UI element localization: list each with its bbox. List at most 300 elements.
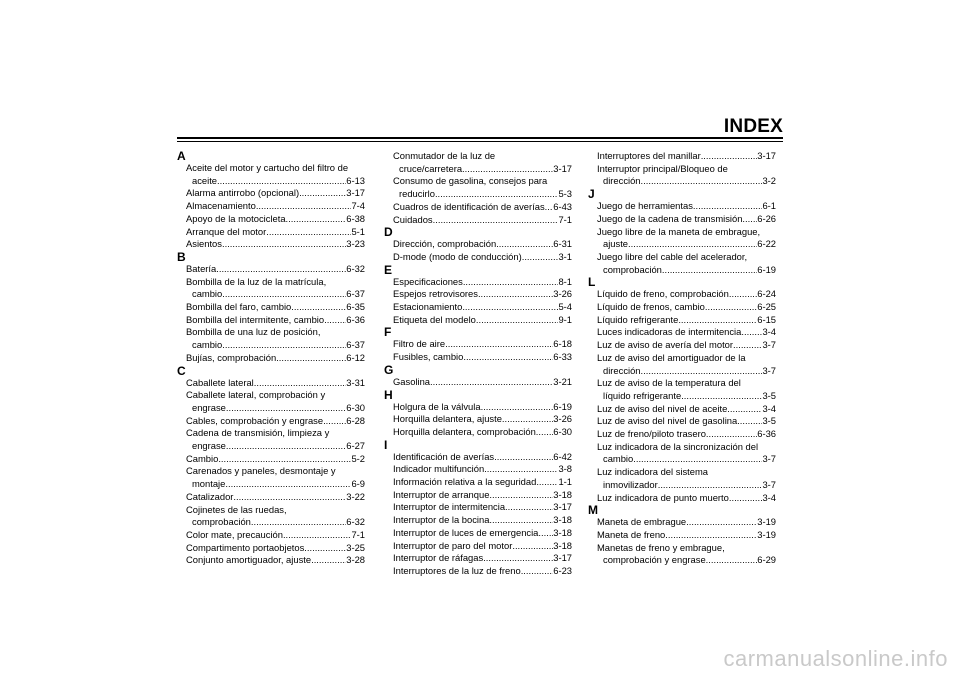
index-entry-line <box>384 175 572 188</box>
index-entry-text: Asientos <box>186 238 222 250</box>
index-entry-page: 6-36 <box>346 313 365 325</box>
index-entry-text: Luz de aviso del nivel de aceite <box>597 402 728 414</box>
index-entry-page: 6-37 <box>346 288 365 300</box>
index-entry <box>588 326 776 339</box>
leader-dots <box>505 501 553 514</box>
index-entry-text: Luz de aviso del amortiguador de la <box>597 351 746 363</box>
index-entry-text: Juego de la cadena de transmisión <box>597 212 743 224</box>
index-entry-line <box>588 377 776 390</box>
index-entry-text: Compartimento portaobjetos <box>186 541 305 553</box>
index-entry-page: 6-19 <box>553 400 572 412</box>
index-entry-text: Cables, comprobación y engrase <box>186 414 324 426</box>
index-entry <box>384 565 572 578</box>
index-entry <box>384 188 572 201</box>
index-entry-text: aceite <box>192 174 218 186</box>
index-entry <box>588 314 776 327</box>
index-entry <box>384 413 572 426</box>
index-entry <box>588 150 776 163</box>
index-entry-text: comprobación y engrase <box>603 554 706 566</box>
index-entry <box>588 492 776 505</box>
index-letter-heading: M <box>588 503 598 518</box>
index-entry-page: 3-28 <box>346 554 365 566</box>
index-entry-text: dirección <box>603 175 641 187</box>
index-entry-text: Fusibles, cambio <box>393 351 464 363</box>
index-entry-text: montaje <box>192 478 226 490</box>
index-entry-line <box>588 226 776 239</box>
leader-dots <box>222 339 346 352</box>
index-entry-text: Líquido refrigerante <box>597 313 679 325</box>
index-entry-page: 3-18 <box>553 514 572 526</box>
index-entry <box>177 175 365 188</box>
index-entry-line <box>588 542 776 555</box>
index-entry <box>384 540 572 553</box>
index-entry-page: 3-26 <box>553 288 572 300</box>
index-letter-heading: H <box>384 387 393 402</box>
index-entry-page: 3-18 <box>553 488 572 500</box>
leader-dots <box>216 263 346 276</box>
index-entry-page: 3-7 <box>762 339 776 351</box>
index-entry <box>588 554 776 567</box>
index-entry <box>177 288 365 301</box>
index-entry-text: Cojinetes de las ruedas, <box>186 503 287 515</box>
index-entry-page: 6-32 <box>346 516 365 528</box>
index-entry-page: 7-4 <box>351 200 365 212</box>
index-entry-page: 3-25 <box>346 541 365 553</box>
index-entry-text: Estacionamiento <box>393 301 463 313</box>
index-entry-text: Interruptores de la luz de freno <box>393 564 521 576</box>
index-entry <box>177 187 365 200</box>
leader-dots <box>304 542 346 555</box>
index-entry-page: 3-7 <box>762 478 776 490</box>
index-entry-line <box>177 162 365 175</box>
index-entry-text: Bombilla de la luz de la matrícula, <box>186 275 327 287</box>
title-rule-thin <box>177 141 783 142</box>
leader-dots <box>445 338 553 351</box>
leader-dots <box>489 514 553 527</box>
index-column-2 <box>384 150 572 578</box>
index-entry-page: 6-29 <box>757 554 776 566</box>
index-entry-text: Interruptor de luces de emergencia <box>393 526 539 538</box>
index-entry-text: Juego libre del cable del acelerador, <box>597 250 748 262</box>
index-entry-text: Cuadros de identificación de averías <box>393 200 545 212</box>
index-entry-line <box>588 441 776 454</box>
index-entry-text: Cambio <box>186 452 219 464</box>
index-entry-text: Información relativa a la seguridad <box>393 476 537 488</box>
index-entry <box>588 415 776 428</box>
index-entry-text: Holgura de la válvula <box>393 400 481 412</box>
index-entry-text: Interruptor de intermitencia <box>393 501 506 513</box>
index-entry-page: 7-1 <box>558 213 572 225</box>
index-entry <box>588 288 776 301</box>
index-entry <box>588 365 776 378</box>
leader-dots <box>283 529 352 542</box>
leader-dots <box>476 314 559 327</box>
leader-dots <box>286 213 347 226</box>
index-entry-line <box>177 276 365 289</box>
index-entry-text: Líquido de frenos, cambio <box>597 301 705 313</box>
leader-dots <box>641 175 763 188</box>
index-entry <box>177 339 365 352</box>
index-entry-text: cruce/carretera <box>399 162 463 174</box>
index-entry <box>384 288 572 301</box>
index-entry <box>588 479 776 492</box>
index-entry-text: Luz indicadora de la sincronización del <box>597 440 759 452</box>
index-entry-text: Conjunto amortiguador, ajuste <box>186 554 312 566</box>
index-entry-text: Color mate, precaución <box>186 528 283 540</box>
index-entry-page: 5-2 <box>351 452 365 464</box>
index-entry-page: 3-7 <box>762 364 776 376</box>
index-entry-page: 5-1 <box>351 225 365 237</box>
index-entry-text: Carenados y paneles, desmontaje y <box>186 465 336 477</box>
index-entry-page: 3-1 <box>558 250 572 262</box>
index-entry-text: cambio <box>603 453 634 465</box>
index-entry-text: engrase <box>192 440 226 452</box>
index-entry-page: 6-24 <box>757 288 776 300</box>
index-entry-text: Interruptor de arranque <box>393 488 490 500</box>
index-entry <box>384 501 572 514</box>
index-letter-heading: J <box>588 187 595 202</box>
index-entry-text: Interruptor de ráfagas <box>393 552 484 564</box>
index-entry-text: comprobación <box>603 263 662 275</box>
index-entry-text: Conmutador de la luz de <box>393 150 496 161</box>
leader-dots <box>678 314 757 327</box>
index-entry-text: Cadena de transmisión, limpieza y <box>186 427 330 439</box>
index-entry <box>177 516 365 529</box>
index-entry <box>588 301 776 314</box>
index-entry-text: Batería <box>186 262 217 274</box>
index-entry <box>177 263 365 276</box>
leader-dots <box>311 554 346 567</box>
index-entry <box>588 453 776 466</box>
index-entry-page: 6-31 <box>553 238 572 250</box>
index-entry-page: 6-26 <box>757 212 776 224</box>
leader-dots <box>276 352 346 365</box>
index-entry <box>177 491 365 504</box>
index-entry <box>177 478 365 491</box>
index-entry-text: Juego libre de la maneta de embrague, <box>597 225 761 237</box>
index-entry <box>177 542 365 555</box>
index-entry-page: 6-25 <box>757 301 776 313</box>
index-letter-heading: B <box>177 249 186 264</box>
leader-dots <box>481 401 554 414</box>
index-entry-page: 3-21 <box>553 375 572 387</box>
index-entry-text: inmovilizador <box>603 478 658 490</box>
leader-dots <box>324 314 346 327</box>
page-title: INDEX <box>723 116 783 137</box>
index-entry-page: 6-18 <box>553 338 572 350</box>
index-entry-page: 6-42 <box>553 450 572 462</box>
index-entry-page: 3-8 <box>558 463 572 475</box>
leader-dots <box>686 516 757 529</box>
leader-dots <box>251 516 346 529</box>
index-entry <box>384 338 572 351</box>
leader-dots <box>299 187 346 200</box>
leader-dots <box>502 413 553 426</box>
index-entry-line <box>177 504 365 517</box>
leader-dots <box>254 377 346 390</box>
index-entry-text: Luz de aviso del nivel de gasolina <box>597 415 738 427</box>
index-entry-page: 3-4 <box>762 326 776 338</box>
leader-dots <box>226 440 346 453</box>
leader-dots <box>729 288 757 301</box>
leader-dots <box>430 376 553 389</box>
index-entry-text: engrase <box>192 401 226 413</box>
index-entry-page: 3-17 <box>553 552 572 564</box>
index-entry-text: Caballete lateral <box>186 376 254 388</box>
index-entry-text: líquido refrigerante <box>603 389 682 401</box>
index-letter-heading: I <box>384 437 388 452</box>
index-entry <box>177 554 365 567</box>
index-entry-page: 5-4 <box>558 301 572 313</box>
leader-dots <box>462 163 553 176</box>
index-entry-text: Interruptores del manillar <box>597 150 701 161</box>
index-entry-page: 3-5 <box>762 389 776 401</box>
leader-dots <box>641 365 763 378</box>
index-entry-text: Luces indicadoras de intermitencia <box>597 326 742 338</box>
index-entry-text: Horquilla delantera, comprobación <box>393 425 536 437</box>
index-entry <box>384 351 572 364</box>
index-entry-page: 3-18 <box>553 526 572 538</box>
index-entry <box>588 339 776 352</box>
index-entry-page: 6-30 <box>346 401 365 413</box>
index-entry-text: Cuidados <box>393 213 433 225</box>
index-entry-text: Bombilla del intermitente, cambio <box>186 313 325 325</box>
leader-dots <box>323 415 346 428</box>
index-entry-page: 6-22 <box>757 238 776 250</box>
index-entry-page: 3-7 <box>762 453 776 465</box>
index-letter-heading: F <box>384 325 392 340</box>
index-entry <box>177 200 365 213</box>
index-entry <box>384 451 572 464</box>
index-entry-text: Luz de aviso de avería del motor <box>597 339 734 351</box>
index-letter-heading: G <box>384 362 394 377</box>
index-entry-text: Líquido de freno, comprobación <box>597 288 729 300</box>
index-entry-line <box>588 466 776 479</box>
index-entry-page: 9-1 <box>558 313 572 325</box>
leader-dots <box>226 402 346 415</box>
index-entry <box>588 390 776 403</box>
index-entry-page: 6-28 <box>346 414 365 426</box>
index-entry-text: cambio <box>192 339 223 351</box>
index-entry-text: comprobación <box>192 516 251 528</box>
index-entry <box>177 529 365 542</box>
index-entry-text: Filtro de aire <box>393 338 446 350</box>
index-entry-text: Espejos retrovisores <box>393 288 478 300</box>
index-column-3 <box>588 150 776 567</box>
leader-dots <box>225 478 351 491</box>
leader-dots <box>662 264 757 277</box>
index-entry <box>177 453 365 466</box>
index-entry-text: Maneta de embrague <box>597 516 687 528</box>
index-entry <box>177 314 365 327</box>
index-letter-heading: E <box>384 262 393 277</box>
leader-dots <box>494 451 553 464</box>
index-entry-page: 6-12 <box>346 351 365 363</box>
leader-dots <box>681 390 762 403</box>
index-entry-text: Horquilla delantera, ajuste <box>393 413 502 425</box>
index-entry <box>588 213 776 226</box>
index-entry <box>177 415 365 428</box>
leader-dots <box>727 403 762 416</box>
leader-dots <box>538 527 553 540</box>
index-entry-page: 3-2 <box>762 175 776 187</box>
index-entry <box>177 402 365 415</box>
index-entry <box>177 226 365 239</box>
leader-dots <box>701 150 758 163</box>
index-entry-page: 3-19 <box>757 528 776 540</box>
index-entry <box>177 352 365 365</box>
index-entry <box>384 489 572 502</box>
leader-dots <box>706 428 757 441</box>
leader-dots <box>463 351 553 364</box>
index-entry-text: Aceite del motor y cartucho del filtro de <box>186 162 349 173</box>
index-entry-page: 6-9 <box>351 478 365 490</box>
index-entry-page: 3-18 <box>553 539 572 551</box>
leader-dots <box>435 188 558 201</box>
index-entry-page: 6-30 <box>553 425 572 437</box>
index-entry <box>384 201 572 214</box>
index-entry <box>384 527 572 540</box>
index-entry-line <box>177 389 365 402</box>
index-entry-line <box>177 465 365 478</box>
index-entry-page: 6-1 <box>762 200 776 212</box>
index-entry-page: 3-4 <box>762 402 776 414</box>
index-letter-heading: A <box>177 149 186 163</box>
index-letter-heading: D <box>384 225 393 240</box>
leader-dots <box>256 200 352 213</box>
index-entry <box>384 251 572 264</box>
index-entry <box>588 200 776 213</box>
index-entry-text: Alarma antirrobo (opcional) <box>186 187 300 199</box>
leader-dots <box>737 415 762 428</box>
index-entry-line <box>384 150 572 163</box>
index-entry <box>177 238 365 251</box>
index-entry <box>384 552 572 565</box>
index-entry <box>384 301 572 314</box>
index-entry <box>384 401 572 414</box>
leader-dots <box>222 288 346 301</box>
leader-dots <box>633 453 762 466</box>
leader-dots <box>433 214 559 227</box>
index-entry-page: 3-17 <box>553 162 572 174</box>
leader-dots <box>521 565 554 578</box>
index-entry-page: 6-38 <box>346 212 365 224</box>
leader-dots <box>291 301 346 314</box>
index-entry-text: Indicador multifunción <box>393 463 485 475</box>
index-entry-page: 3-17 <box>553 501 572 513</box>
index-entry-text: Maneta de freno <box>597 528 666 540</box>
index-entry-page: 5-3 <box>558 188 572 200</box>
index-entry-line <box>588 251 776 264</box>
index-entry <box>384 238 572 251</box>
index-entry <box>177 377 365 390</box>
index-entry-text: Apoyo de la motocicleta <box>186 212 286 224</box>
index-entry <box>588 264 776 277</box>
index-entry-text: Especificaciones <box>393 275 463 287</box>
index-entry <box>384 463 572 476</box>
index-entry-text: Bujías, comprobación <box>186 351 277 363</box>
index-entry-page: 6-43 <box>553 200 572 212</box>
index-entry-text: reducirlo <box>399 188 435 200</box>
leader-dots <box>233 491 346 504</box>
index-entry-page: 6-37 <box>346 339 365 351</box>
index-entry-page: 3-23 <box>346 238 365 250</box>
index-entry-text: Bombilla de una luz de posición, <box>186 326 321 338</box>
index-entry-line <box>588 163 776 176</box>
index-letter-heading: L <box>588 275 596 290</box>
watermark: carmanualsonline.info <box>723 646 948 671</box>
index-entry <box>384 376 572 389</box>
leader-dots <box>733 339 762 352</box>
leader-dots <box>484 463 558 476</box>
index-entry-text: Etiqueta del modelo <box>393 313 476 325</box>
index-entry <box>384 314 572 327</box>
index-entry-page: 6-15 <box>757 313 776 325</box>
index-entry-text: Consumo de gasolina, consejos para <box>393 175 548 187</box>
index-entry <box>384 163 572 176</box>
leader-dots <box>693 200 763 213</box>
leader-dots <box>462 301 558 314</box>
index-entry-page: 6-27 <box>346 440 365 452</box>
index-entry-text: Almacenamiento <box>186 200 256 212</box>
leader-dots <box>658 479 763 492</box>
index-entry-page: 6-32 <box>346 262 365 274</box>
leader-dots <box>628 238 757 251</box>
leader-dots <box>478 288 553 301</box>
leader-dots <box>222 238 346 251</box>
index-entry <box>177 440 365 453</box>
index-entry-page: 3-19 <box>757 516 776 528</box>
index-entry <box>588 428 776 441</box>
leader-dots <box>705 301 757 314</box>
leader-dots <box>545 201 554 214</box>
index-entry-line <box>177 427 365 440</box>
index-column-1 <box>177 150 365 567</box>
index-entry-text: Interruptor principal/Bloqueo de <box>597 162 728 174</box>
leader-dots <box>266 226 351 239</box>
index-letter-heading: C <box>177 363 186 378</box>
index-entry-text: Gasolina <box>393 375 431 387</box>
index-entry <box>384 426 572 439</box>
leader-dots <box>218 453 351 466</box>
index-entry-page: 6-19 <box>757 263 776 275</box>
leader-dots <box>512 540 553 553</box>
leader-dots <box>741 326 762 339</box>
index-entry-page: 6-36 <box>757 428 776 440</box>
index-entry-text: D-mode (modo de conducción) <box>393 250 522 262</box>
index-entry-text: Juego de herramientas <box>597 200 693 212</box>
index-entry-text: Identificación de averías <box>393 450 495 462</box>
index-entry <box>177 213 365 226</box>
leader-dots <box>665 529 757 542</box>
index-entry <box>588 529 776 542</box>
leader-dots <box>483 552 553 565</box>
title-rule-thick <box>177 137 783 139</box>
index-entry-page: 3-22 <box>346 490 365 502</box>
leader-dots <box>729 492 763 505</box>
index-entry-text: Interruptor de la bocina <box>393 514 490 526</box>
index-entry <box>588 516 776 529</box>
index-entry-text: Interruptor de paro del motor <box>393 539 513 551</box>
index-entry-text: Luz indicadora de punto muerto <box>597 491 729 503</box>
index-entry-page: 8-1 <box>558 275 572 287</box>
leader-dots <box>742 213 757 226</box>
index-entry-text: Dirección, comprobación <box>393 238 497 250</box>
index-entry <box>588 238 776 251</box>
index-entry-page: 1-1 <box>558 476 572 488</box>
index-entry-text: Luz de aviso de la temperatura del <box>597 377 741 389</box>
index-entry-text: Catalizador <box>186 490 234 502</box>
